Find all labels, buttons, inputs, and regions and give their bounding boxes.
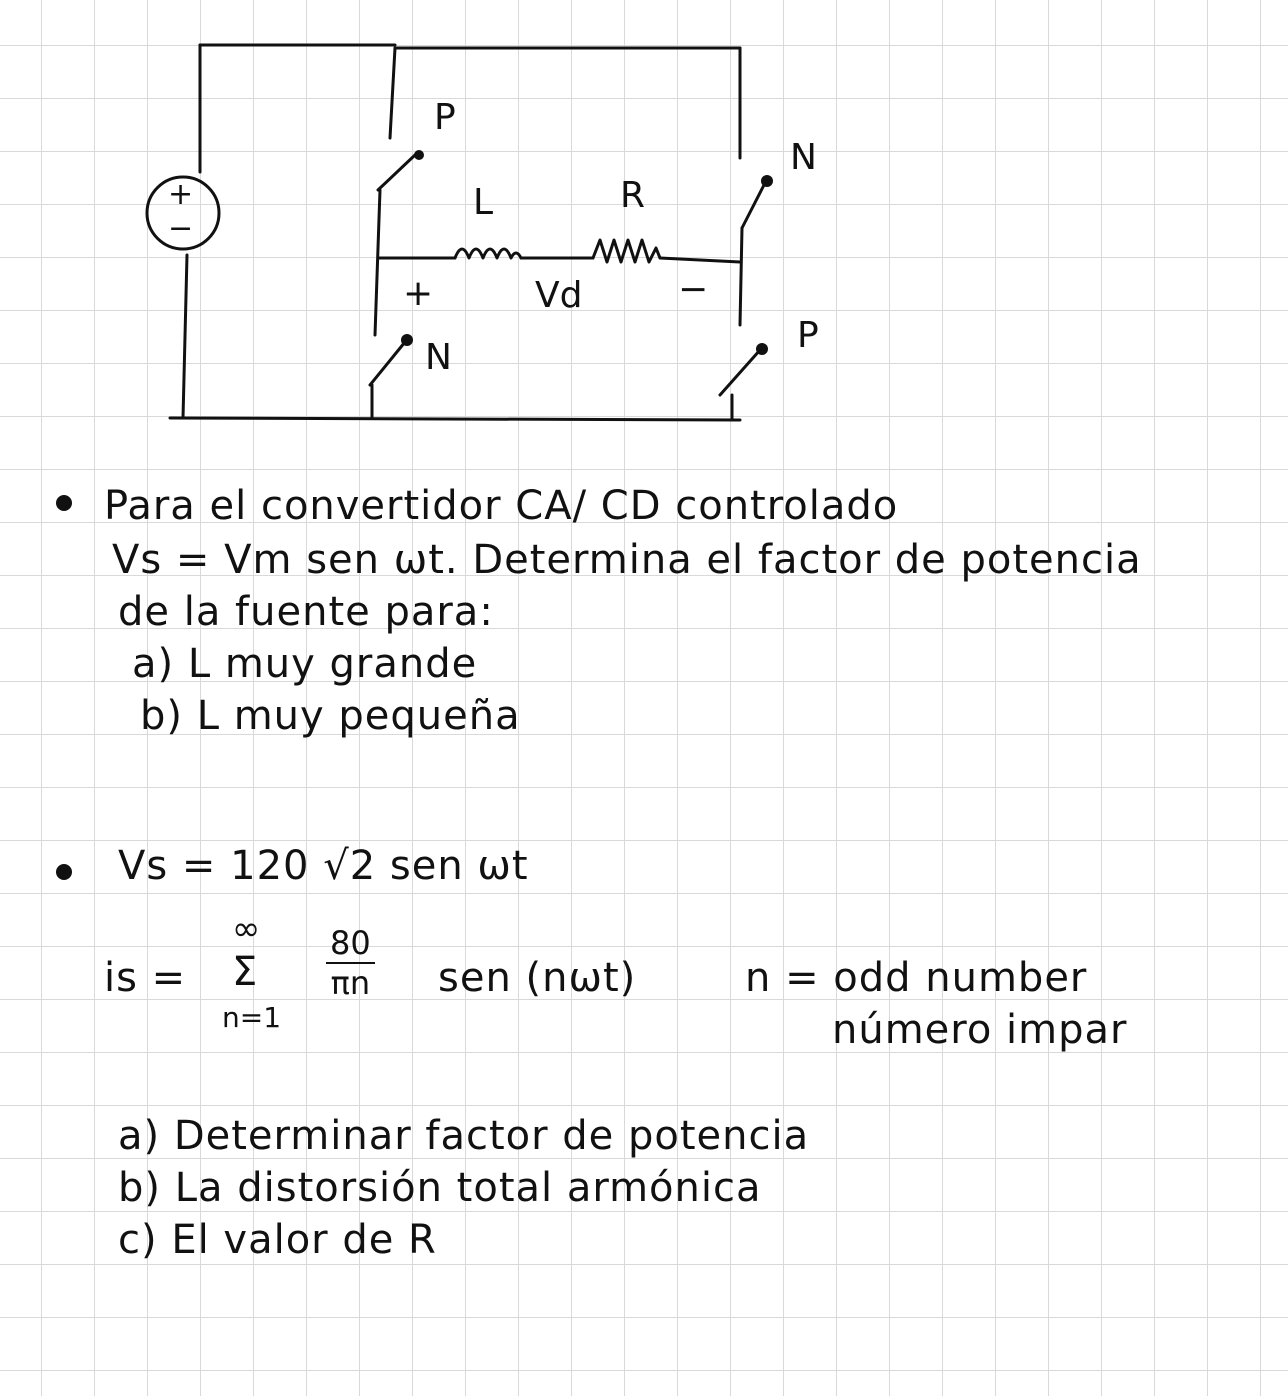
switch-top-right xyxy=(742,183,765,228)
minus-label: − xyxy=(678,269,709,310)
source-plus-label: + xyxy=(168,177,194,212)
vd-label: Vd xyxy=(535,275,583,316)
right-mid-wire xyxy=(740,228,742,325)
fraction-denominator: πn xyxy=(330,964,371,1002)
fraction xyxy=(326,924,375,1002)
problem1-line1: Para el convertidor CA/ CD controlado xyxy=(104,483,899,529)
problem2-item-c: c) El valor de R xyxy=(118,1217,437,1263)
problem2-item-a: a) Determinar factor de potencia xyxy=(118,1113,810,1159)
switch-label-bottom-right: P xyxy=(797,315,819,356)
resistor-symbol xyxy=(593,240,660,262)
inductor-label: L xyxy=(473,182,494,223)
problem2-item-b: b) La distorsión total armónica xyxy=(118,1165,762,1211)
n-definition: n = odd number xyxy=(745,955,1088,1001)
bullet-2 xyxy=(56,864,72,880)
problem1-line3: de la fuente para: xyxy=(118,589,494,635)
switch-bottom-right xyxy=(720,350,760,395)
bridge-converter-circuit xyxy=(0,0,1288,440)
bottom-wire xyxy=(170,418,740,420)
switch-label-top-left: P xyxy=(434,97,456,138)
load-wire-right xyxy=(660,258,740,262)
resistor-label: R xyxy=(620,175,646,216)
bullet-1 xyxy=(56,495,72,511)
left-top-wire xyxy=(390,48,395,138)
source-minus-label: − xyxy=(168,211,194,246)
switch-label-top-right: N xyxy=(790,137,817,178)
problem1-item-a: a) L muy grande xyxy=(132,641,478,687)
is-lhs: is = xyxy=(104,955,187,1001)
switch-label-bottom-left: N xyxy=(425,337,452,378)
n-definition-es: número impar xyxy=(832,1007,1128,1053)
sum-lower-limit: n=1 xyxy=(222,1001,282,1034)
source-bottom-wire xyxy=(183,255,187,418)
switch-top-left xyxy=(378,155,415,190)
sum-symbol: Σ xyxy=(232,949,258,995)
plus-label: + xyxy=(403,273,434,314)
sum-upper-limit: ∞ xyxy=(232,909,261,949)
vs-equation: Vs = 120 √2 sen ωt xyxy=(118,843,529,889)
is-rhs: sen (nωt) xyxy=(438,955,637,1001)
left-mid-wire xyxy=(375,190,380,335)
inductor-symbol xyxy=(455,249,521,258)
switch-bottom-left xyxy=(370,342,405,385)
fraction-numerator: 80 xyxy=(326,924,375,964)
problem1-line2: Vs = Vm sen ωt. Determina el factor de potencia xyxy=(112,537,1142,583)
problem1-item-b: b) L muy pequeña xyxy=(140,693,521,739)
